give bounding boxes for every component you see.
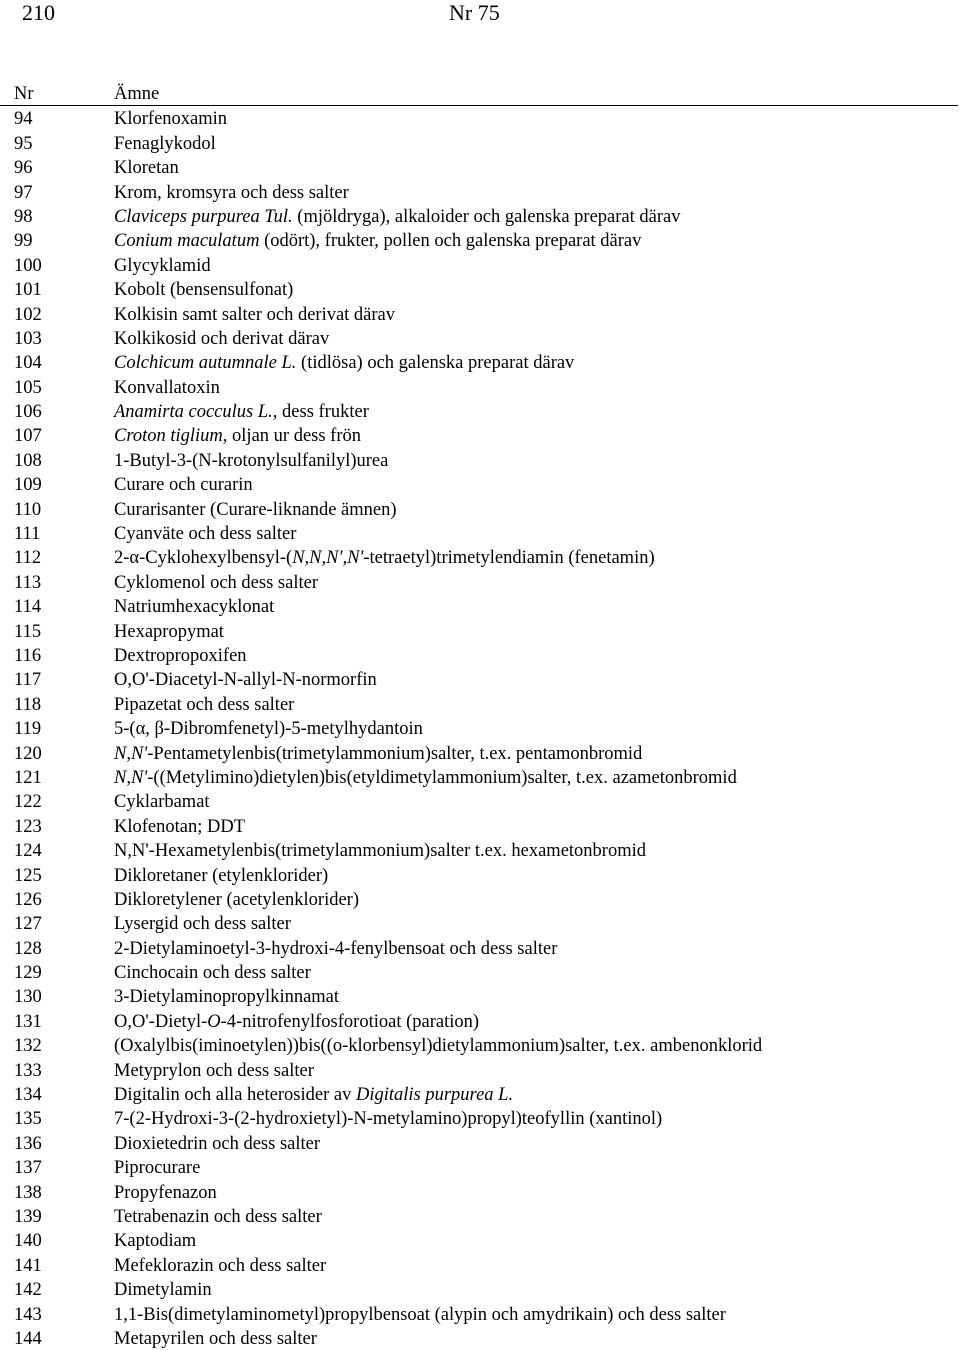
substance-name-italic-part: Digitalis purpurea L. xyxy=(355,1085,514,1106)
table-row xyxy=(0,1010,960,1034)
table-row xyxy=(0,205,960,229)
row-number: 107 xyxy=(14,426,42,447)
table-row xyxy=(0,985,960,1009)
table-row xyxy=(0,1107,960,1131)
substance-name xyxy=(114,473,253,497)
substance-name xyxy=(114,546,655,570)
row-number: 132 xyxy=(14,1036,42,1057)
substance-name xyxy=(114,644,247,668)
substance-name-part: O,O'-Dietyl- xyxy=(114,1011,208,1032)
substance-name xyxy=(114,1327,317,1351)
row-number: 120 xyxy=(14,743,42,764)
substance-name xyxy=(114,132,216,156)
substance-name xyxy=(114,1229,196,1253)
table-row xyxy=(0,961,960,985)
row-number: 105 xyxy=(14,377,42,398)
substance-name xyxy=(114,1303,726,1327)
substance-name-part: Piprocurare xyxy=(114,1158,201,1179)
substance-name-part: Dimetylamin xyxy=(114,1280,212,1301)
substance-name xyxy=(114,1254,326,1278)
table-row xyxy=(0,254,960,278)
substance-name xyxy=(114,400,369,424)
table-row xyxy=(0,790,960,814)
substance-name xyxy=(114,961,311,985)
table-row xyxy=(0,766,960,790)
substance-name xyxy=(114,1181,217,1205)
table-row xyxy=(0,864,960,888)
row-number: 126 xyxy=(14,889,42,910)
substance-name-italic-part: N,N' xyxy=(114,743,148,764)
table-row xyxy=(0,571,960,595)
table-row xyxy=(0,717,960,741)
substance-name-part: Hexapropymat xyxy=(114,621,224,642)
substance-name-part: Krom, kromsyra och dess salter xyxy=(114,182,349,203)
substance-name-italic-part: N,N,N',N' xyxy=(292,548,364,569)
substance-name xyxy=(114,1205,322,1229)
table-row xyxy=(0,815,960,839)
row-number: 106 xyxy=(14,402,42,423)
table-row xyxy=(0,937,960,961)
row-number: 104 xyxy=(14,353,42,374)
row-number: 103 xyxy=(14,328,42,349)
substance-name xyxy=(114,742,642,766)
substance-name-italic-part: Claviceps purpurea Tul. xyxy=(114,206,293,227)
substance-name-italic-part: N,N' xyxy=(114,767,148,788)
table-row xyxy=(0,1059,960,1083)
row-number: 114 xyxy=(14,597,42,618)
row-number: 110 xyxy=(14,499,42,520)
table-body xyxy=(0,106,960,1351)
substance-name-part: -((Metylimino)dietylen)bis(etyldimetylammonium)salter, t.ex. azametonbromid xyxy=(147,767,737,788)
row-number: 138 xyxy=(14,1182,42,1203)
table-row xyxy=(0,303,960,327)
substance-name xyxy=(114,790,210,814)
table-row xyxy=(0,1327,960,1351)
table-row xyxy=(0,1181,960,1205)
table-row xyxy=(0,839,960,863)
substance-name xyxy=(114,620,224,644)
row-number: 119 xyxy=(14,719,42,740)
table-row xyxy=(0,1278,960,1302)
substance-name-part: Cyanväte och dess salter xyxy=(114,524,297,545)
table-row xyxy=(0,1156,960,1180)
substance-name xyxy=(114,1010,479,1034)
substance-name xyxy=(114,985,339,1009)
substance-name xyxy=(114,766,737,790)
table-row xyxy=(0,351,960,375)
substance-name-part: , oljan ur dess frön xyxy=(222,426,362,447)
row-number: 127 xyxy=(14,914,42,935)
substance-name xyxy=(114,1278,212,1302)
table-row xyxy=(0,449,960,473)
substance-table xyxy=(0,82,960,1351)
substance-name-italic-part: Croton tiglium xyxy=(114,426,223,447)
substance-name-part: Klofenotan; DDT xyxy=(114,816,246,837)
row-number: 140 xyxy=(14,1231,42,1252)
row-number: 137 xyxy=(14,1158,42,1179)
table-row xyxy=(0,327,960,351)
row-number: 95 xyxy=(14,133,33,154)
substance-name-part: -Pentametylenbis(trimetylammonium)salter, t.ex. pentamonbromid xyxy=(147,743,643,764)
table-row xyxy=(0,888,960,912)
row-number: 142 xyxy=(14,1280,42,1301)
substance-name-part: Lysergid och dess salter xyxy=(114,914,291,935)
substance-name xyxy=(114,351,574,375)
table-row xyxy=(0,912,960,936)
substance-name xyxy=(114,1083,513,1107)
substance-name xyxy=(114,327,329,351)
row-number: 101 xyxy=(14,280,42,301)
substance-name xyxy=(114,424,361,448)
substance-name-part: Pipazetat och dess salter xyxy=(114,694,295,715)
issue-number: Nr 75 xyxy=(449,0,500,25)
substance-name xyxy=(114,303,395,327)
substance-name-part: Kolkisin samt salter och derivat därav xyxy=(114,304,396,325)
table-row xyxy=(0,1132,960,1156)
substance-name-part: Curare och curarin xyxy=(114,475,253,496)
row-number: 139 xyxy=(14,1206,42,1227)
row-number: 128 xyxy=(14,938,42,959)
substance-name xyxy=(114,571,318,595)
substance-name-part: , dess frukter xyxy=(272,402,369,423)
substance-name-italic-part: Conium maculatum xyxy=(114,231,260,252)
substance-name-part: 1,1-Bis(dimetylaminometyl)propylbensoat (alypin och amydrikain) och dess salter xyxy=(114,1304,726,1325)
substance-name-part: Kaptodiam xyxy=(114,1231,197,1252)
row-number: 99 xyxy=(14,231,33,252)
substance-name-part: Metyprylon och dess salter xyxy=(114,1060,314,1081)
row-number: 133 xyxy=(14,1060,42,1081)
substance-name-part: Kolkikosid och derivat därav xyxy=(114,328,330,349)
row-number: 98 xyxy=(14,206,33,227)
substance-name-part: Klorfenoxamin xyxy=(114,109,228,130)
substance-name-part: (Oxalylbis(iminoetylen))bis((o-klorbensyl)dietylammonium)salter, t.ex. ambenonklorid xyxy=(114,1036,763,1057)
table-row xyxy=(0,620,960,644)
substance-name-part: (odört), frukter, pollen och galenska preparat därav xyxy=(259,231,642,252)
substance-name-italic-part: Anamirta cocculus L. xyxy=(114,402,273,423)
substance-name-part: O,O'-Diacetyl-N-allyl-N-normorfin xyxy=(114,670,377,691)
substance-name-part: Propyfenazon xyxy=(114,1182,217,1203)
table-row xyxy=(0,546,960,570)
substance-name xyxy=(114,156,179,180)
substance-name xyxy=(114,1059,314,1083)
substance-name xyxy=(114,864,328,888)
substance-name xyxy=(114,254,211,278)
substance-name-part: N,N'-Hexametylenbis(trimetylammonium)salter t.ex. hexametonbromid xyxy=(114,841,646,862)
substance-name-italic-part: O xyxy=(207,1011,221,1032)
row-number: 125 xyxy=(14,865,42,886)
row-number: 113 xyxy=(14,572,42,593)
row-number: 141 xyxy=(14,1255,42,1276)
substance-name xyxy=(114,595,274,619)
table-row xyxy=(0,278,960,302)
substance-name xyxy=(114,693,294,717)
substance-name-part: Kobolt (bensensulfonat) xyxy=(114,280,294,301)
table-row xyxy=(0,498,960,522)
row-number: 102 xyxy=(14,304,42,325)
table-row xyxy=(0,181,960,205)
row-number: 97 xyxy=(14,182,33,203)
substance-name-part: 2-Dietylaminoetyl-3-hydroxi-4-fenylbensoat och dess salter xyxy=(114,938,558,959)
row-number: 96 xyxy=(14,158,33,179)
column-header-nr: Nr xyxy=(14,84,34,104)
table-row xyxy=(0,522,960,546)
substance-name xyxy=(114,205,681,229)
substance-name-part: 2-α-Cyklohexylbensyl-( xyxy=(114,548,293,569)
column-header-amne: Ämne xyxy=(114,84,160,104)
substance-name-part: Konvallatoxin xyxy=(114,377,220,398)
substance-name xyxy=(114,449,388,473)
table-row xyxy=(0,1303,960,1327)
substance-name xyxy=(114,376,220,400)
table-row xyxy=(0,156,960,180)
substance-name-part: 3-Dietylaminopropylkinnamat xyxy=(114,987,340,1008)
page-number: 210 xyxy=(22,0,55,25)
substance-name-part: -tetraetyl)trimetylendiamin (fenetamin) xyxy=(363,548,655,569)
table-row xyxy=(0,400,960,424)
substance-name-part: Fenaglykodol xyxy=(114,133,216,154)
substance-name xyxy=(114,912,291,936)
row-number: 115 xyxy=(14,621,42,642)
substance-name-part: Dextropropoxifen xyxy=(114,645,247,666)
row-number: 136 xyxy=(14,1133,42,1154)
substance-name xyxy=(114,717,423,741)
substance-name xyxy=(114,888,359,912)
substance-name-part: Cinchocain och dess salter xyxy=(114,963,311,984)
row-number: 117 xyxy=(14,670,42,691)
substance-name xyxy=(114,668,377,692)
substance-name-part: (mjöldryga), alkaloider och galenska preparat därav xyxy=(292,206,681,227)
row-number: 112 xyxy=(14,548,42,569)
substance-name xyxy=(114,937,557,961)
row-number: 135 xyxy=(14,1109,42,1130)
substance-name xyxy=(114,1107,662,1131)
substance-name xyxy=(114,229,641,253)
table-row xyxy=(0,1205,960,1229)
substance-name-part: Curarisanter (Curare-liknande ämnen) xyxy=(114,499,397,520)
substance-name-part: Cyklomenol och dess salter xyxy=(114,572,318,593)
substance-name xyxy=(114,181,349,205)
substance-name xyxy=(114,839,646,863)
table-row xyxy=(0,595,960,619)
substance-name-part: Kloretan xyxy=(114,158,179,179)
substance-name-part: Dikloretylener (acetylenklorider) xyxy=(114,889,360,910)
row-number: 109 xyxy=(14,475,42,496)
substance-name xyxy=(114,278,293,302)
substance-name xyxy=(114,1034,762,1058)
row-number: 121 xyxy=(14,767,42,788)
row-number: 123 xyxy=(14,816,42,837)
substance-name xyxy=(114,107,227,131)
table-row xyxy=(0,693,960,717)
substance-name-part: Natriumhexacyklonat xyxy=(114,597,275,618)
table-row xyxy=(0,424,960,448)
substance-name-part: Cyklarbamat xyxy=(114,792,210,813)
substance-name-part: 1-Butyl-3-(N-krotonylsulfanilyl)urea xyxy=(114,450,389,471)
row-number: 111 xyxy=(14,524,41,545)
substance-name xyxy=(114,1156,200,1180)
row-number: 124 xyxy=(14,841,42,862)
substance-name xyxy=(114,815,245,839)
row-number: 131 xyxy=(14,1011,42,1032)
substance-name xyxy=(114,498,397,522)
row-number: 116 xyxy=(14,645,42,666)
table-row xyxy=(0,1083,960,1107)
substance-name-part: Metapyrilen och dess salter xyxy=(114,1328,317,1349)
substance-name-part: Dioxietedrin och dess salter xyxy=(114,1133,321,1154)
table-row xyxy=(0,644,960,668)
table-row xyxy=(0,668,960,692)
table-row xyxy=(0,473,960,497)
row-number: 118 xyxy=(14,694,42,715)
table-row xyxy=(0,1229,960,1253)
row-number: 100 xyxy=(14,255,42,276)
table-row xyxy=(0,1254,960,1278)
row-number: 94 xyxy=(14,109,33,130)
substance-name-part: (tidlösa) och galenska preparat därav xyxy=(296,353,575,374)
substance-name-part: Glycyklamid xyxy=(114,255,211,276)
substance-name-part: Digitalin och alla heterosider av xyxy=(114,1085,356,1106)
table-row xyxy=(0,132,960,156)
row-number: 129 xyxy=(14,963,42,984)
page-header xyxy=(0,0,960,30)
substance-name-part: -4-nitrofenylfosforotioat (paration) xyxy=(220,1011,480,1032)
table-row xyxy=(0,1034,960,1058)
row-number: 108 xyxy=(14,450,42,471)
table-row xyxy=(0,107,960,131)
table-row xyxy=(0,742,960,766)
table-row xyxy=(0,376,960,400)
table-row xyxy=(0,229,960,253)
row-number: 134 xyxy=(14,1085,42,1106)
substance-name-part: 5-(α, β-Dibromfenetyl)-5-metylhydantoin xyxy=(114,719,423,740)
substance-name-part: Mefeklorazin och dess salter xyxy=(114,1255,327,1276)
row-number: 122 xyxy=(14,792,42,813)
row-number: 144 xyxy=(14,1328,42,1349)
substance-name-part: Dikloretaner (etylenklorider) xyxy=(114,865,329,886)
row-number: 143 xyxy=(14,1304,42,1325)
substance-name xyxy=(114,522,296,546)
substance-name-italic-part: Colchicum autumnale L. xyxy=(114,353,297,374)
substance-name-part: 7-(2-Hydroxi-3-(2-hydroxietyl)-N-metylamino)propyl)teofyllin (xantinol) xyxy=(114,1109,663,1130)
substance-name xyxy=(114,1132,320,1156)
row-number: 130 xyxy=(14,987,42,1008)
substance-name-part: Tetrabenazin och dess salter xyxy=(114,1206,322,1227)
table-header xyxy=(0,82,958,106)
